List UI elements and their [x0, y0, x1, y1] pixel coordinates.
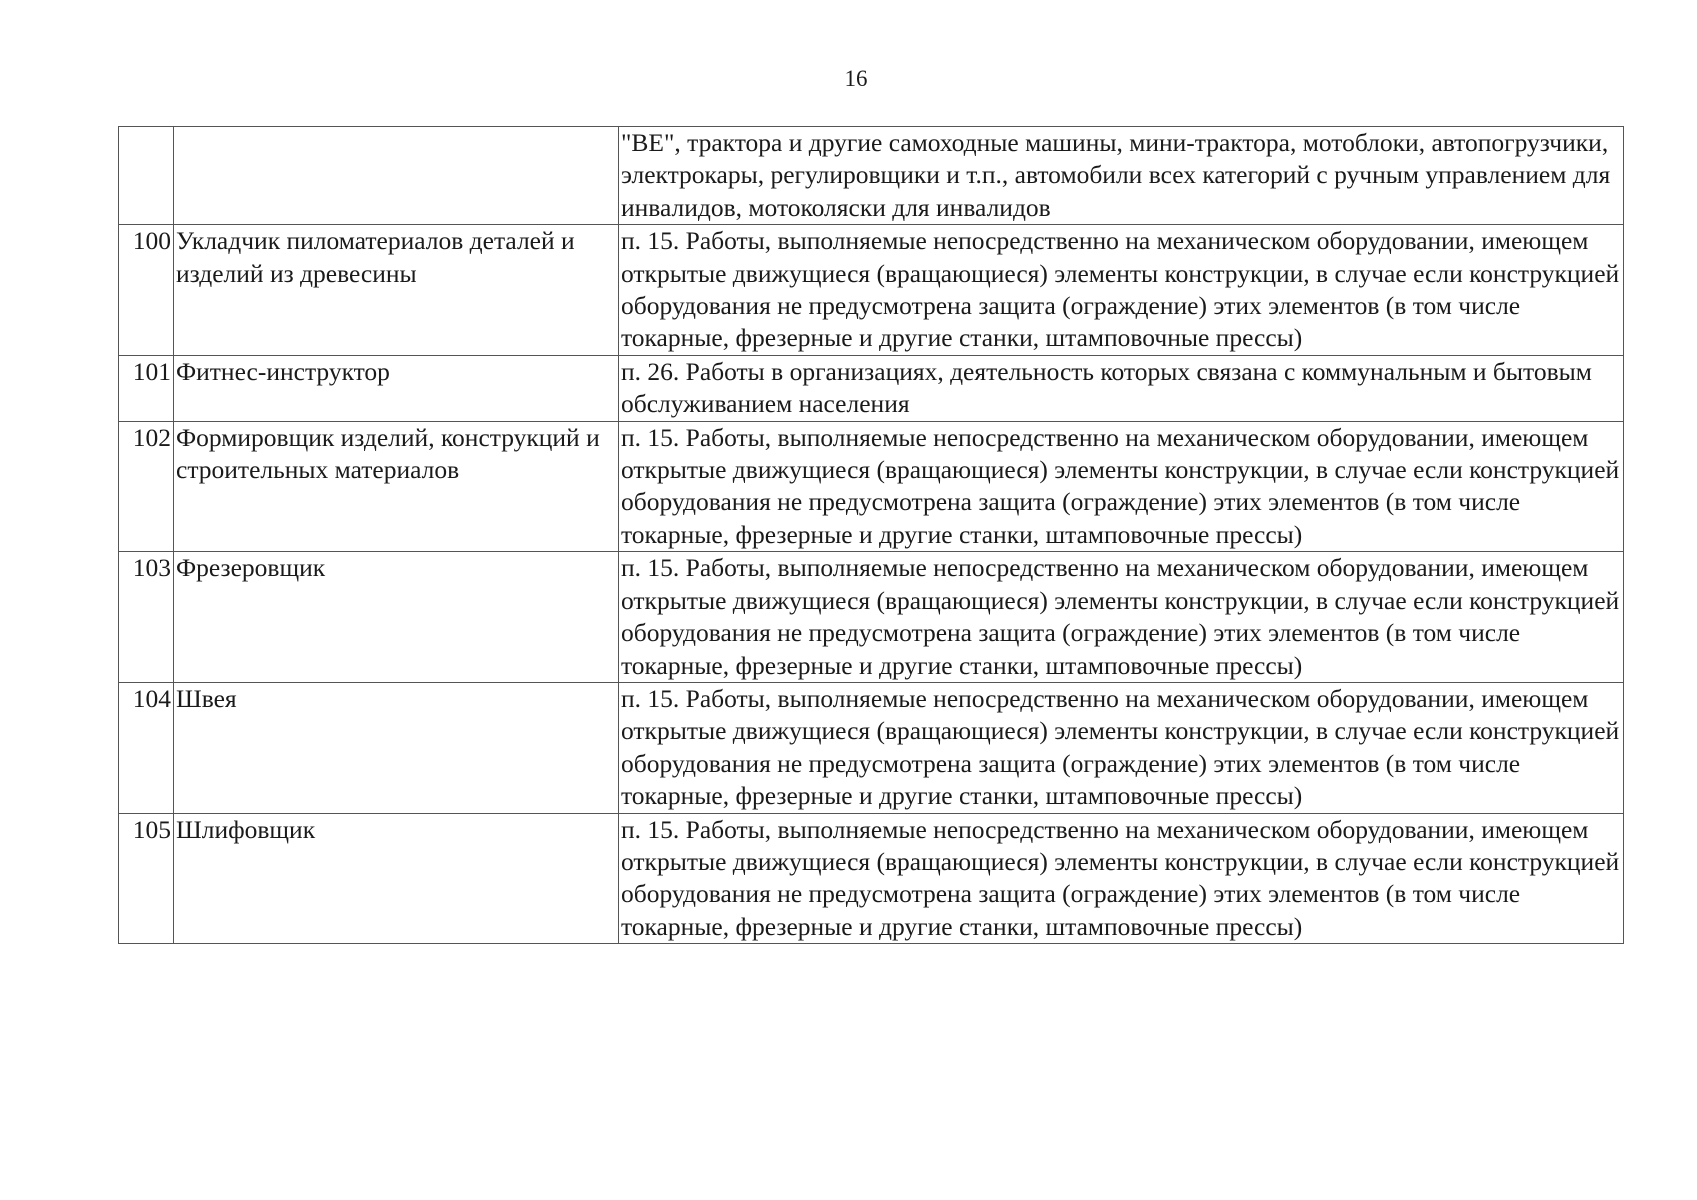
occupations-table — [118, 126, 1624, 944]
row-number: 101 — [119, 355, 174, 421]
work-description: п. 26. Работы в организациях, деятельность которых связана с коммунальным и бытовым обслуживанием населения — [619, 355, 1624, 421]
work-description: п. 15. Работы, выполняемые непосредственно на механическом оборудовании, имеющем открытые движущиеся (вращающиеся) элементы конструкции, в случае если конструкцией оборудования не предусмотрена защита (ограждение) этих элементов (в том числе токарные, фрезерные и другие станки, штамповочные прессы) — [619, 552, 1624, 683]
page-number: 16 — [844, 66, 868, 91]
occupation-name: Шлифовщик — [174, 813, 619, 944]
work-description: п. 15. Работы, выполняемые непосредственно на механическом оборудовании, имеющем открытые движущиеся (вращающиеся) элементы конструкции, в случае если конструкцией оборудования не предусмотрена защита (ограждение) этих элементов (в том числе токарные, фрезерные и другие станки, штамповочные прессы) — [619, 813, 1624, 944]
occupation-name — [174, 127, 619, 225]
work-description: п. 15. Работы, выполняемые непосредственно на механическом оборудовании, имеющем открытые движущиеся (вращающиеся) элементы конструкции, в случае если конструкцией оборудования не предусмотрена защита (ограждение) этих элементов (в том числе токарные, фрезерные и другие станки, штамповочные прессы) — [619, 421, 1624, 552]
row-number: 105 — [119, 813, 174, 944]
row-number — [119, 127, 174, 225]
table-row — [119, 127, 1624, 225]
table-row — [119, 682, 1624, 813]
occupation-name: Укладчик пиломатериалов деталей и изделий из древесины — [174, 225, 619, 356]
row-number: 103 — [119, 552, 174, 683]
work-description: п. 15. Работы, выполняемые непосредственно на механическом оборудовании, имеющем открытые движущиеся (вращающиеся) элементы конструкции, в случае если конструкцией оборудования не предусмотрена защита (ограждение) этих элементов (в том числе токарные, фрезерные и другие станки, штамповочные прессы) — [619, 682, 1624, 813]
table-row — [119, 225, 1624, 356]
table-row — [119, 813, 1624, 944]
table-row — [119, 552, 1624, 683]
occupation-name: Швея — [174, 682, 619, 813]
work-description: п. 15. Работы, выполняемые непосредственно на механическом оборудовании, имеющем открытые движущиеся (вращающиеся) элементы конструкции, в случае если конструкцией оборудования не предусмотрена защита (ограждение) этих элементов (в том числе токарные, фрезерные и другие станки, штамповочные прессы) — [619, 225, 1624, 356]
occupation-name: Формировщик изделий, конструкций и строительных материалов — [174, 421, 619, 552]
occupation-name: Фрезеровщик — [174, 552, 619, 683]
work-description: "ВЕ", трактора и другие самоходные машины, мини-трактора, мотоблоки, автопогрузчики, электрокары, регулировщики и т.п., автомобили всех категорий с ручным управлением для инвалидов, мотоколяски для инвалидов — [619, 127, 1624, 225]
row-number: 104 — [119, 682, 174, 813]
row-number: 100 — [119, 225, 174, 356]
row-number: 102 — [119, 421, 174, 552]
occupation-name: Фитнес-инструктор — [174, 355, 619, 421]
table-row — [119, 421, 1624, 552]
table-row — [119, 355, 1624, 421]
